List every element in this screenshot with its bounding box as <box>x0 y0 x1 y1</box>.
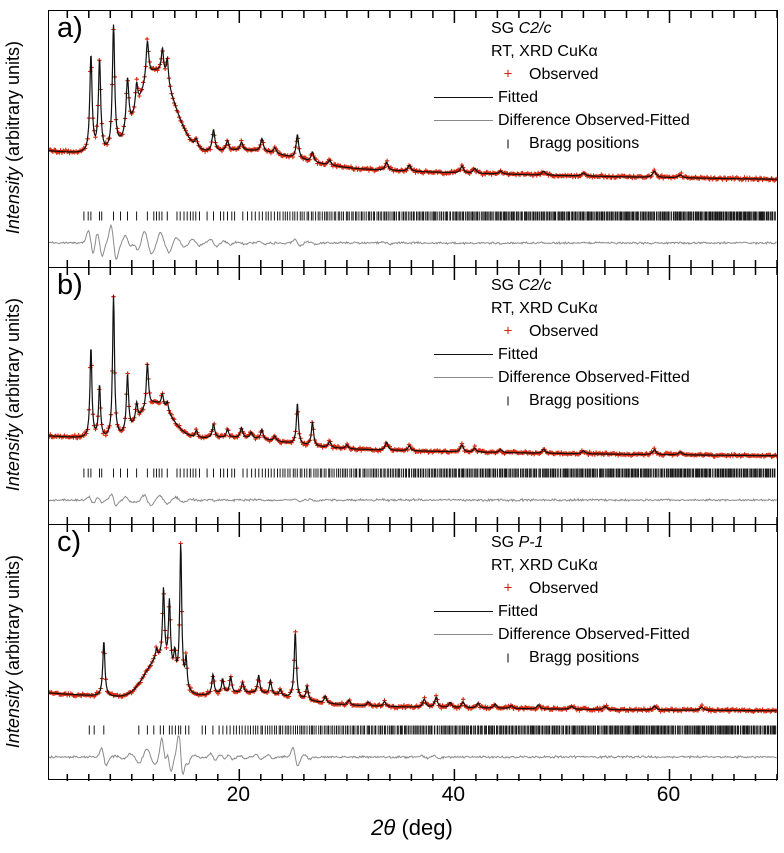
legend-label: Difference Observed-Fitted <box>498 369 690 386</box>
space-group-value: C2/c <box>518 277 552 294</box>
y-axis-label-italic: Intensity <box>3 424 23 492</box>
legend-entry-fitted <box>434 343 690 366</box>
bragg-tick-icon <box>507 396 509 405</box>
legend-entry-difference <box>434 109 690 132</box>
legend-label: Observed <box>529 323 599 340</box>
fitted-line-symbol <box>434 343 498 366</box>
conditions-line: RT, XRD CuKα <box>491 557 598 574</box>
y-axis-label-italic: Intensity <box>3 681 23 749</box>
observed-marker-symbol <box>434 577 529 600</box>
legend-label: Bragg positions <box>529 649 640 666</box>
legend-entry-observed <box>434 577 690 600</box>
legend-entry-bragg <box>434 132 690 155</box>
observed-marker-symbol <box>434 320 529 343</box>
space-group-line <box>491 274 690 297</box>
difference-line-symbol <box>434 623 498 646</box>
legend-panel-a <box>434 17 690 155</box>
legend-label: Difference Observed-Fitted <box>498 626 690 643</box>
panel-letter-c: c) <box>57 526 82 558</box>
x-axis-title-rest: (deg) <box>395 815 453 840</box>
y-axis-label-rest: (arbitrary units) <box>3 298 23 425</box>
legend-label: Bragg positions <box>529 392 640 409</box>
y-axis-label-rest: (arbitrary units) <box>3 41 23 168</box>
fitted-line-symbol <box>434 86 498 109</box>
legend-label: Observed <box>529 66 599 83</box>
y-axis-label-italic: Intensity <box>3 167 23 235</box>
bragg-tick-symbol <box>434 389 529 412</box>
legend-entry-bragg <box>434 389 690 412</box>
difference-line-symbol <box>434 366 498 389</box>
plus-marker-icon: + <box>503 579 513 597</box>
legend-entry-difference <box>434 623 690 646</box>
x-tick-label: 20 <box>226 783 251 806</box>
x-tick-label: 40 <box>441 783 466 806</box>
panel-b <box>49 268 777 525</box>
panel-c <box>49 525 777 781</box>
legend-label: Difference Observed-Fitted <box>498 112 690 129</box>
y-axis-label-rest: (arbitrary units) <box>3 555 23 682</box>
legend-entry-observed <box>434 63 690 86</box>
observed-marker-symbol <box>434 63 529 86</box>
space-group-value: C2/c <box>518 20 552 37</box>
bragg-tick-icon <box>507 653 509 662</box>
space-group-prefix: SG <box>491 277 515 294</box>
y-axis-label-panel-a <box>0 10 27 266</box>
legend-entry-difference <box>434 366 690 389</box>
difference-line-symbol <box>434 109 498 132</box>
space-group-line <box>491 531 690 554</box>
x-axis-title-italic: 2θ <box>371 815 396 840</box>
space-group-prefix: SG <box>491 534 515 551</box>
bragg-tick-icon <box>507 139 509 148</box>
space-group-value: P-1 <box>518 534 544 551</box>
fitted-line-symbol <box>434 600 498 623</box>
legend-label: Bragg positions <box>529 135 640 152</box>
space-group-prefix: SG <box>491 20 515 37</box>
plot-frame <box>48 10 778 780</box>
legend-panel-b <box>434 274 690 412</box>
legend-entry-observed <box>434 320 690 343</box>
plus-marker-icon: + <box>503 65 513 83</box>
conditions-line: RT, XRD CuKα <box>491 300 598 317</box>
plus-marker-icon: + <box>503 322 513 340</box>
panel-letter-b: b) <box>57 269 83 301</box>
legend-label: Fitted <box>498 346 539 363</box>
space-group-line <box>491 17 690 40</box>
panel-a <box>49 11 777 268</box>
legend-entry-bragg <box>434 646 690 669</box>
legend-entry-fitted <box>434 86 690 109</box>
x-tick-label: 60 <box>656 783 681 806</box>
legend-label: Fitted <box>498 603 539 620</box>
bragg-tick-symbol <box>434 132 529 155</box>
y-axis-label-panel-b <box>0 267 27 523</box>
bragg-tick-symbol <box>434 646 529 669</box>
conditions-line: RT, XRD CuKα <box>491 43 598 60</box>
panel-letter-a: a) <box>57 12 83 44</box>
legend-panel-c <box>434 531 690 669</box>
legend-label: Fitted <box>498 89 539 106</box>
legend-label: Observed <box>529 580 599 597</box>
legend-entry-fitted <box>434 600 690 623</box>
x-axis-title <box>371 815 453 841</box>
y-axis-label-panel-c <box>0 524 27 780</box>
